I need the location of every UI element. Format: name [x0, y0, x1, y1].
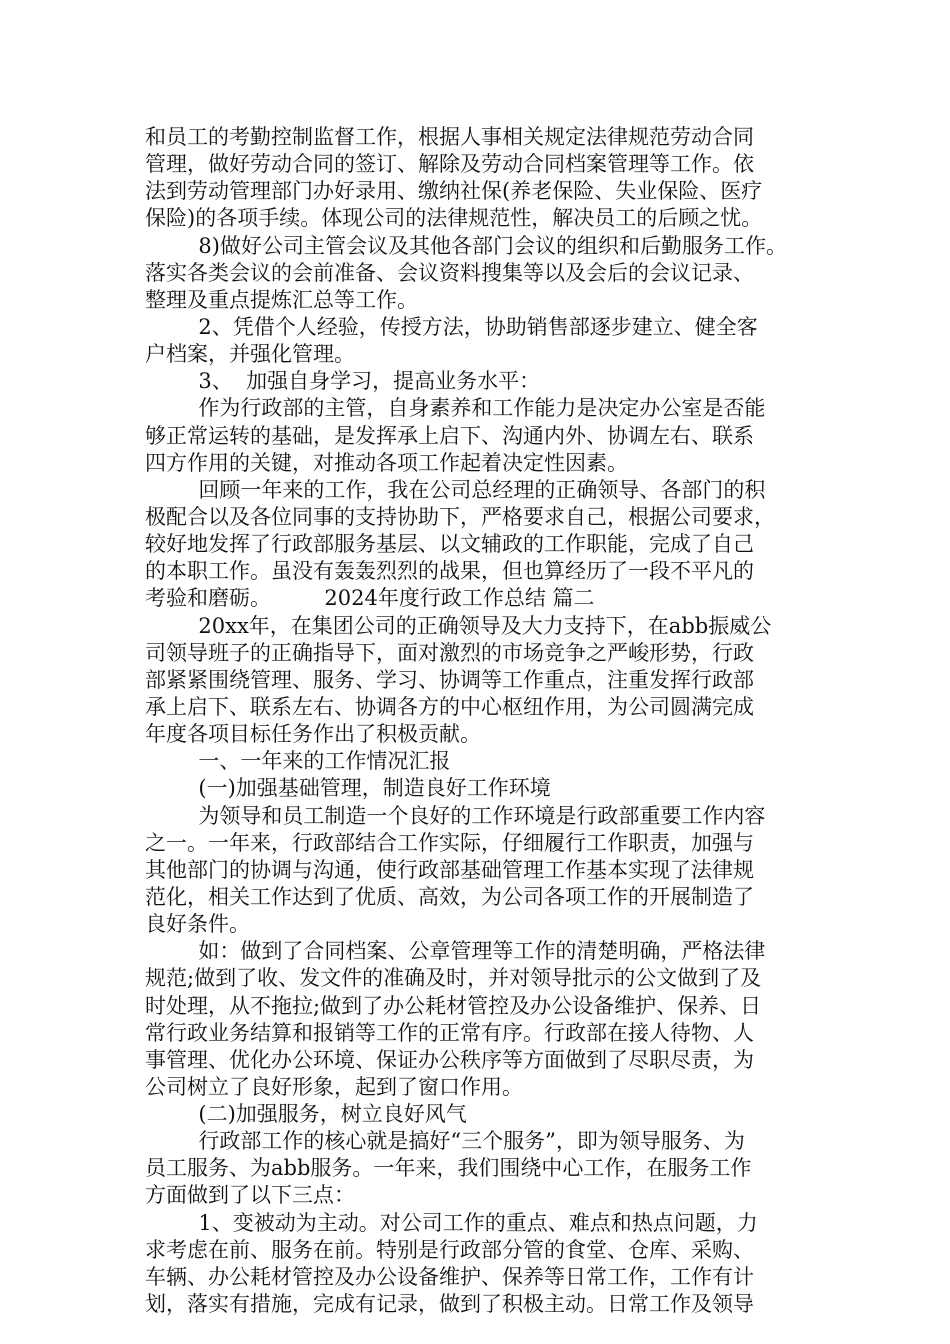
text-line: 年度各项目标任务作出了积极贡献。: [145, 722, 481, 747]
text-line: 作为行政部的主管，自身素养和工作能力是决定办公室是否能: [145, 396, 766, 421]
text-line: 整理及重点提炼汇总等工作。: [145, 287, 418, 312]
text-line: 规范;做到了收、发文件的准确及时，并对领导批示的公文做到了及: [145, 966, 762, 991]
text-line: 之一。一年来，行政部结合工作实际，仔细履行工作职责，加强与: [145, 830, 754, 855]
text-line: 1、变被动为主动。对公司工作的重点、难点和热点问题，力: [145, 1210, 758, 1235]
text-line: 其他部门的协调与沟通，使行政部基础管理工作基本实现了法律规: [145, 857, 754, 882]
text-line: 管理，做好劳动合同的签订、解除及劳动合同档案管理等工作。依: [145, 152, 754, 177]
text-line: 户档案，并强化管理。: [145, 342, 355, 367]
text-line: 方面做到了以下三点：: [145, 1183, 355, 1208]
text-line: 3、 加强自身学习，提高业务水平：: [145, 369, 541, 394]
text-line: 2、凭借个人经验，传授方法，协助销售部逐步建立、健全客: [145, 314, 758, 339]
text-line: 落实各类会议的会前准备、会议资料搜集等以及会后的会议记录、: [145, 260, 754, 285]
text-line: 较好地发挥了行政部服务基层、以文辅政的工作职能，完成了自己: [145, 532, 754, 557]
text-line: 车辆、办公耗材管控及办公设备维护、保养等日常工作，工作有计: [145, 1264, 754, 1289]
text-line: 法到劳动管理部门办好录用、缴纳社保(养老保险、失业保险、医疗: [145, 179, 763, 204]
text-line: 承上启下、联系左右、协调各方的中心枢纽作用，为公司圆满完成: [145, 694, 754, 719]
text-line: 一、一年来的工作情况汇报: [145, 749, 451, 774]
text-line: 为领导和员工制造一个良好的工作环境是行政部重要工作内容: [145, 803, 766, 828]
text-line: 部紧紧围绕管理、服务、学习、协调等工作重点，注重发挥行政部: [145, 667, 754, 692]
text-line: 司领导班子的正确指导下，面对激烈的市场竞争之严峻形势，行政: [145, 640, 754, 665]
text-line: 20xx年，在集团公司的正确领导及大力支持下，在abb振威公: [145, 613, 772, 638]
document-body: [145, 124, 805, 1318]
text-line: 求考虑在前、服务在前。特别是行政部分管的食堂、仓库、采购、: [145, 1237, 754, 1262]
text-line: 8)做好公司主管会议及其他各部门会议的组织和后勤服务工作。: [145, 233, 787, 258]
text-line: 公司树立了良好形象，起到了窗口作用。: [145, 1074, 523, 1099]
text-line: 如：做到了合同档案、公章管理等工作的清楚明确，严格法律: [145, 939, 766, 964]
text-line: 行政部工作的核心就是搞好“三个服务”，即为领导服务、为: [145, 1129, 745, 1154]
text-line: 划，落实有措施，完成有记录，做到了积极主动。日常工作及领导: [145, 1292, 754, 1317]
text-line: 考验和磨砺。 2024年度行政工作总结 篇二: [145, 586, 595, 611]
text-line: (二)加强服务，树立良好风气: [145, 1102, 467, 1127]
text-line: 保险)的各项手续。体现公司的法律规范性，解决员工的后顾之忧。: [145, 206, 763, 231]
text-line: 回顾一年来的工作，我在公司总经理的正确领导、各部门的积: [145, 477, 766, 502]
text-line: (一)加强基础管理，制造良好工作环境: [145, 776, 551, 801]
text-line: 良好条件。: [145, 912, 250, 937]
text-line: 够正常运转的基础，是发挥承上启下、沟通内外、协调左右、联系: [145, 423, 754, 448]
text-line: 时处理，从不拖拉;做到了办公耗材管控及办公设备维护、保养、日: [145, 993, 762, 1018]
text-line: 常行政业务结算和报销等工作的正常有序。行政部在接人待物、人: [145, 1020, 754, 1045]
text-line: 极配合以及各位同事的支持协助下，严格要求自己，根据公司要求，: [145, 504, 775, 529]
text-line: 和员工的考勤控制监督工作，根据人事相关规定法律规范劳动合同: [145, 125, 754, 149]
text-line: 的本职工作。虽没有轰轰烈烈的战果，但也算经历了一段不平凡的: [145, 559, 754, 584]
text-line: 员工服务、为abb服务。一年来，我们围绕中心工作，在服务工作: [145, 1156, 752, 1181]
text-line: 事管理、优化办公环境、保证办公秩序等方面做到了尽职尽责，为: [145, 1047, 754, 1072]
text-line: 四方作用的关键，对推动各项工作起着决定性因素。: [145, 450, 628, 475]
text-line: 范化，相关工作达到了优质、高效，为公司各项工作的开展制造了: [145, 884, 754, 909]
